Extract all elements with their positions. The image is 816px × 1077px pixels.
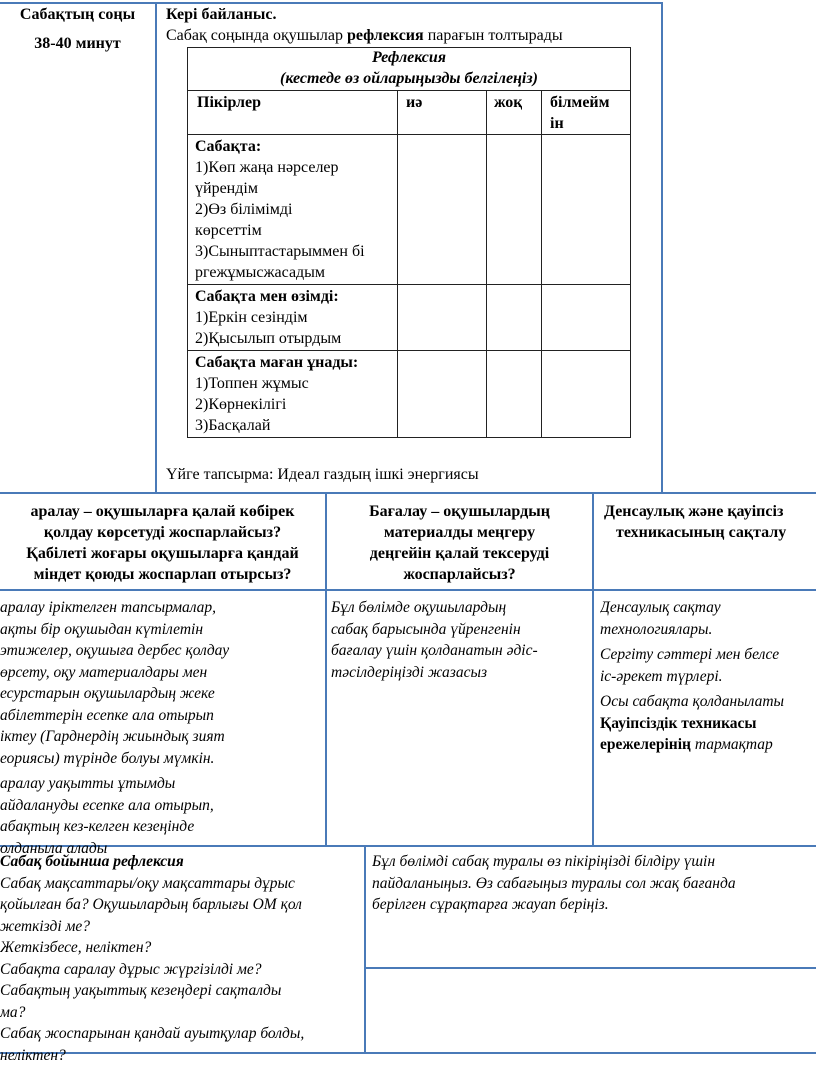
row-divider-1 bbox=[0, 492, 816, 494]
health-header: Денсаулық және қауіпсіз техникасының сақталу bbox=[604, 503, 787, 541]
section-liked: Сабақта маған ұнады: 1)Топпен жұмыс 2)Көрнекілігі 3)Басқалай bbox=[195, 354, 359, 434]
divider-right bbox=[661, 2, 663, 493]
feedback-title: Кері байланыс. bbox=[166, 6, 277, 23]
reflection-table-title-cell bbox=[188, 47, 630, 89]
assessment-body: Бұл бөлімде оқушылардың сабақ барысында үйренгенін бағалау үшін қолданатын әдіс- тәсілдеріңізді жазасыз bbox=[331, 599, 538, 681]
differentiation-header: аралау – оқушыларға қалай көбірек қолдау көрсетуді жоспарлайсыз? Қабілеті жоғары оқушыларға қандай міндет қоюды жоспарлап отырсыз? bbox=[26, 503, 299, 583]
timing-cell bbox=[0, 4, 155, 54]
header-opinions: Пікірлер bbox=[197, 94, 262, 111]
health-body: Денсаулық сақтау технологиялары. Сергіту сәттері мен белсе іс-әрекет түрлері. Осы сабақта қолданылаты Қауіпсіздік техникасы ережелерінің тармақтар bbox=[600, 599, 785, 753]
assessment-header: Бағалау – оқушылардың материалды меңгеру деңгейін қалай тексеруді жоспарлайсыз? bbox=[369, 503, 550, 583]
feedback-block bbox=[166, 4, 563, 46]
reflection-table-subtitle: (кестеде өз ойларыңызды белгілеңіз) bbox=[280, 70, 538, 87]
reflection-table-title: Рефлексия bbox=[371, 49, 446, 66]
section-lesson: Сабақта: 1)Көп жаңа нәрселер үйрендім 2)Өз білімімді көрсеттім 3)Сыныптастарыммен бі ргежұмысжасадым bbox=[195, 138, 365, 281]
differentiation-body: аралау іріктелген тапсырмалар, ақты бір оқушыдан күтілетін этижелер, оқушыға дербес қолдау өрсету, оқу материалдары мен есурстарын оқушылардың жеке абілеттерін есепке ала отырып іктеу (Гарднердің жиындық зият еориясы) түрінде болуы мүмкін. аралау уақытты ұтымды айдалануды есепке ала отырып, абақтың кез-келген кезеңінде олданыла алады bbox=[0, 599, 230, 857]
divider-timing bbox=[155, 2, 157, 493]
homework: Үйге тапсырма: Идеал газдың ішкі энергиясы bbox=[166, 466, 479, 483]
lesson-reflection: Сабақ бойынша рефлексия Сабақ мақсаттары/оқу мақсаттары дұрыс қойылған ба? Оқушылардың барлығы ОМ қол жеткізді ме? Жеткізбесе, неліктен? Сабақта саралау дұрыс жүргізілді ме? Сабақтың уақыттық кезеңдері сақталды ма? Сабақ жоспарынан қандай ауытқулар болды, неліктен? bbox=[0, 851, 364, 1066]
divider-bottom bbox=[364, 845, 366, 1053]
section-self: Сабақта мен өзімді: 1)Еркін сезіндім 2)Қысылып отырдым bbox=[195, 288, 342, 347]
timing-label: Сабақтың соңы bbox=[19, 6, 136, 23]
header-dont-know: білмейм ін bbox=[550, 94, 610, 132]
timing-minutes: 38-40 минут bbox=[34, 35, 121, 52]
header-yes: иә bbox=[406, 94, 423, 111]
divider-col-3 bbox=[592, 492, 594, 846]
lesson-reflection-title: Сабақ бойынша рефлексия bbox=[0, 853, 184, 870]
lesson-reflection-note: Бұл бөлімді сабақ туралы өз пікіріңізді білдіру үшін пайдаланыңыз. Өз сабағыңыз туралы сол жақ бағанда берілген сұрақтарға жауап беріңіз. bbox=[372, 853, 736, 913]
row-divider-2 bbox=[0, 589, 816, 591]
row-divider-bottom-right bbox=[365, 967, 816, 969]
feedback-intro: Сабақ соңында оқушылар рефлексия парағын толтырады bbox=[166, 27, 563, 44]
header-no: жоқ bbox=[494, 94, 523, 111]
